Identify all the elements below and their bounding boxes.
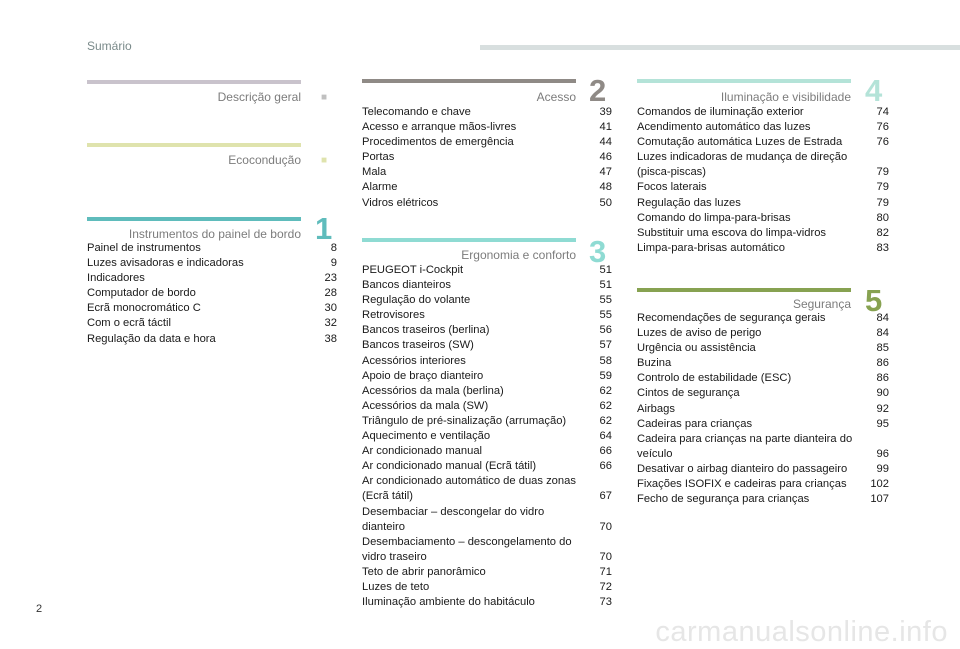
toc-entry-label: PEUGEOT i-Cockpit (362, 264, 464, 276)
toc-entry-label: Painel de instrumentos (87, 242, 201, 254)
toc-entry-page: 59 (599, 369, 612, 382)
section-number: 3 (589, 234, 607, 269)
toc-entry-page: 79 (876, 181, 889, 194)
section-ecoconducao[interactable] (87, 143, 301, 173)
toc-entry-label: Fecho de segurança para crianças (637, 493, 810, 506)
toc-entry-label: Telecomando e chave (362, 106, 471, 118)
toc-entry-label: Desativar o airbag dianteiro do passageiro (637, 462, 848, 475)
toc-entry[interactable] (637, 477, 889, 492)
toc-list (87, 241, 337, 347)
toc-entry-label: Cadeira para crianças na parte dianteira do veículo (637, 432, 853, 460)
toc-entry-label: Limpa-para-brisas automático (637, 241, 785, 254)
section-ergonomia[interactable] (362, 234, 612, 609)
section-bar (87, 217, 301, 221)
toc-entry-label: Triângulo de pré-sinalização (arrumação) (362, 414, 567, 427)
section-descricao-geral[interactable] (87, 80, 301, 110)
toc-entry[interactable] (362, 580, 612, 595)
toc-entry-page: 95 (876, 417, 889, 430)
toc-entry[interactable] (362, 180, 612, 195)
toc-entry-page: 71 (599, 565, 612, 578)
toc-entry[interactable] (362, 595, 612, 610)
section-number: 4 (865, 73, 883, 108)
toc-entry[interactable] (87, 256, 337, 271)
toc-entry-label: Apoio de braço dianteiro (362, 369, 484, 382)
toc-entry-page: 62 (599, 414, 612, 427)
section-number: 1 (315, 211, 333, 246)
toc-entry-page: 41 (599, 121, 612, 134)
toc-entry-label: Acessórios interiores (362, 354, 466, 367)
toc-entry-label: Acesso e arranque mãos-livres (362, 121, 517, 134)
section-bar (87, 143, 301, 147)
toc-entry[interactable] (362, 105, 612, 120)
toc-entry-label: Cadeiras para crianças (637, 417, 753, 430)
toc-entry-page: 76 (876, 136, 889, 149)
toc-entry-label: Acessórios da mala (SW) (362, 399, 489, 412)
toc-entry[interactable] (362, 565, 612, 580)
toc-entry-label: Bancos traseiros (SW) (362, 339, 474, 352)
toc-entry-page: 96 (876, 447, 889, 460)
toc-entry-label: Ar condicionado manual (Ecrã tátil) (362, 460, 537, 473)
toc-entry-label: Buzina (637, 357, 672, 370)
toc-entry-page: 48 (599, 181, 612, 194)
toc-entry-page: 86 (876, 357, 889, 370)
toc-entry-label: Acessórios da mala (berlina) (362, 384, 504, 397)
section-bar (87, 80, 301, 84)
toc-entry-page: 57 (599, 339, 612, 352)
toc-entry-label: Iluminação ambiente do habitáculo (362, 596, 535, 609)
toc-entry-page: 92 (876, 402, 889, 415)
toc-list (362, 263, 612, 610)
toc-entry-page: 58 (599, 354, 612, 367)
toc-entry-page: 84 (876, 327, 889, 340)
toc-list (637, 311, 889, 507)
toc-entry[interactable] (637, 326, 889, 341)
toc-entry-label: Acendimento automático das luzes (637, 121, 811, 134)
toc-entry[interactable] (637, 492, 889, 507)
toc-entry-label: Mala (362, 166, 387, 179)
toc-entry[interactable] (362, 505, 612, 535)
toc-entry-label: Luzes de teto (362, 580, 430, 593)
toc-entry-page: 64 (599, 430, 612, 443)
toc-entry-label: Regulação das luzes (637, 196, 741, 209)
toc-entry[interactable] (637, 417, 889, 432)
toc-entry[interactable] (362, 150, 612, 165)
toc-entry-page: 79 (876, 166, 889, 179)
toc-entry[interactable] (87, 301, 337, 316)
toc-entry[interactable] (637, 150, 889, 180)
toc-entry[interactable] (637, 135, 889, 150)
toc-entry-page: 44 (599, 136, 612, 149)
toc-entry-page: 47 (599, 166, 612, 179)
toc-entry-page: 90 (876, 387, 889, 400)
toc-entry-page: 99 (876, 462, 889, 475)
section-title: Instrumentos do painel de bordo (128, 227, 301, 241)
toc-entry-label: Airbags (637, 402, 675, 415)
toc-entry-label: Luzes avisadoras e indicadoras (87, 257, 244, 270)
toc-entry[interactable] (362, 399, 612, 414)
toc-entry-label: Retrovisores (362, 309, 425, 322)
section-title: Ecocondução (228, 153, 301, 167)
toc-entry[interactable] (362, 120, 612, 135)
toc-entry-page: 86 (876, 372, 889, 385)
section-number: 2 (589, 73, 607, 108)
toc-entry[interactable] (362, 323, 612, 338)
toc-entry-label: Regulação do volante (362, 294, 471, 307)
toc-entry[interactable] (362, 429, 612, 444)
toc-entry-page: 85 (876, 342, 889, 355)
toc-entry-label: Ecrã monocromático C (87, 302, 201, 315)
toc-entry-page: 51 (599, 264, 612, 276)
toc-entry[interactable] (362, 459, 612, 474)
toc-entry[interactable] (362, 384, 612, 399)
toc-entry-label: Luzes indicadoras de mudança de direção (pisca-piscas) (637, 151, 848, 179)
section-bar (362, 238, 576, 242)
section-seguranca[interactable] (637, 283, 889, 518)
toc-entry[interactable] (362, 338, 612, 353)
toc-entry-label: Comutação automática Luzes de Estrada (637, 136, 843, 149)
section-bar (637, 288, 851, 292)
bullet-icon: ■ (321, 155, 328, 166)
toc-entry-label: Alarme (362, 181, 398, 194)
toc-entry[interactable] (87, 241, 337, 256)
toc-entry-page: 73 (599, 596, 612, 609)
toc-entry-page: 28 (324, 287, 337, 300)
toc-entry[interactable] (637, 341, 889, 356)
toc-entry-page: 39 (599, 106, 612, 118)
toc-entry-label: Bancos traseiros (berlina) (362, 324, 490, 337)
toc-entry[interactable] (637, 402, 889, 417)
toc-entry[interactable] (637, 180, 889, 195)
toc-entry[interactable] (362, 293, 612, 308)
toc-entry-label: Bancos dianteiros (362, 279, 451, 292)
toc-entry-label: Fixações ISOFIX e cadeiras para crianças (637, 478, 847, 491)
toc-entry[interactable] (637, 462, 889, 477)
toc-entry-label: Regulação da data e hora (87, 332, 216, 345)
toc-entry-label: Cintos de segurança (637, 387, 740, 400)
toc-entry[interactable] (362, 263, 612, 278)
section-title: Iluminação e visibilidade (720, 90, 851, 104)
toc-entry-label: Ar condicionado automático de duas zonas (Ecrã tátil) (362, 475, 576, 503)
toc-entry-label: Com o ecrã táctil (87, 317, 171, 330)
section-title: Ergonomia e conforto (461, 248, 576, 262)
toc-entry-page: 82 (876, 226, 889, 239)
toc-entry[interactable] (87, 332, 337, 347)
toc-entry[interactable] (637, 211, 889, 226)
toc-entry-label: Controlo de estabilidade (ESC) (637, 372, 792, 385)
toc-entry-page: 46 (599, 151, 612, 164)
toc-entry-page: 38 (324, 332, 337, 345)
toc-entry-label: Computador de bordo (87, 287, 196, 300)
section-acesso[interactable] (362, 73, 612, 219)
toc-entry-page: 32 (324, 317, 337, 330)
section-instrumentos[interactable] (87, 211, 337, 347)
toc-entry-label: Urgência ou assistência (637, 342, 756, 355)
toc-list (637, 105, 889, 256)
section-title: Descrição geral (217, 90, 301, 104)
toc-entry-page: 70 (599, 520, 612, 533)
watermark: carmanualsonline.info (655, 616, 948, 648)
toc-entry-page: 8 (330, 242, 337, 254)
toc-entry-page: 67 (599, 490, 612, 503)
toc-entry-label: Ar condicionado manual (362, 445, 483, 458)
toc-entry-page: 62 (599, 384, 612, 397)
toc-entry[interactable] (362, 165, 612, 180)
toc-entry[interactable] (87, 271, 337, 286)
toc-entry-label: Desembaciamento – descongelamento do vidro traseiro (362, 535, 572, 563)
toc-entry-page: 80 (876, 211, 889, 224)
toc-entry-page: 107 (870, 493, 889, 506)
toc-entry-label: Portas (362, 151, 395, 164)
toc-entry-page: 76 (876, 121, 889, 134)
toc-entry[interactable] (362, 474, 612, 504)
toc-entry[interactable] (362, 414, 612, 429)
toc-entry[interactable] (362, 535, 612, 565)
toc-entry-label: Indicadores (87, 272, 145, 285)
toc-entry-label: Desembaciar – descongelar do vidro dianteiro (362, 505, 545, 533)
toc-entry-page: 74 (876, 106, 889, 118)
toc-entry[interactable] (637, 356, 889, 371)
toc-entry[interactable] (637, 311, 889, 326)
section-title: Segurança (792, 297, 851, 311)
toc-entry[interactable] (362, 444, 612, 459)
toc-entry-page: 51 (599, 279, 612, 292)
toc-entry[interactable] (637, 432, 889, 462)
toc-entry[interactable] (362, 369, 612, 384)
toc-entry[interactable] (362, 135, 612, 150)
toc-entry-page: 84 (876, 312, 889, 324)
toc-entry-page: 62 (599, 399, 612, 412)
toc-entry-page: 83 (876, 241, 889, 254)
toc-entry[interactable] (87, 316, 337, 331)
toc-entry-page: 23 (324, 272, 337, 285)
toc-entry[interactable] (637, 105, 889, 120)
toc-entry-page: 30 (324, 302, 337, 315)
section-number: 5 (865, 283, 883, 318)
toc-entry[interactable] (637, 120, 889, 135)
toc-entry-page: 66 (599, 460, 612, 473)
toc-entry-page: 9 (330, 257, 337, 270)
toc-entry-page: 102 (870, 478, 889, 491)
toc-entry[interactable] (637, 226, 889, 241)
toc-entry-page: 55 (599, 309, 612, 322)
toc-entry-page: 72 (599, 580, 612, 593)
section-iluminacao[interactable] (637, 73, 889, 259)
toc-entry[interactable] (637, 386, 889, 401)
toc-entry-label: Aquecimento e ventilação (362, 430, 491, 443)
toc-entry[interactable] (637, 196, 889, 211)
header-bar (480, 45, 960, 50)
bullet-icon: ■ (321, 92, 328, 103)
toc-entry[interactable] (637, 371, 889, 386)
toc-entry-page: 79 (876, 196, 889, 209)
toc-entry-page: 50 (599, 196, 612, 209)
toc-entry-label: Teto de abrir panorâmico (362, 565, 486, 578)
section-bar (637, 79, 851, 83)
toc-entry[interactable] (637, 241, 889, 256)
toc-entry[interactable] (362, 278, 612, 293)
toc-entry-page: 70 (599, 550, 612, 563)
toc-entry[interactable] (87, 286, 337, 301)
toc-entry-label: Procedimentos de emergência (362, 136, 514, 149)
toc-entry-label: Comandos de iluminação exterior (637, 106, 804, 118)
toc-entry-page: 56 (599, 324, 612, 337)
toc-entry-label: Substituir uma escova do limpa-vidros (637, 226, 827, 239)
toc-entry-label: Vidros elétricos (362, 196, 439, 209)
toc-entry[interactable] (362, 354, 612, 369)
toc-entry-label: Recomendações de segurança gerais (637, 312, 826, 324)
toc-entry-page: 66 (599, 445, 612, 458)
toc-entry-label: Comando do limpa-para-brisas (637, 211, 791, 224)
toc-entry[interactable] (362, 196, 612, 211)
toc-entry-label: Focos laterais (637, 181, 707, 194)
toc-entry-page: 55 (599, 294, 612, 307)
page-header-title: Sumário (87, 39, 132, 53)
section-bar (362, 79, 576, 83)
toc-entry-label: Luzes de aviso de perigo (637, 327, 762, 340)
section-title: Acesso (536, 90, 576, 104)
toc-list (362, 105, 612, 211)
toc-entry[interactable] (362, 308, 612, 323)
page-number: 2 (36, 603, 43, 615)
